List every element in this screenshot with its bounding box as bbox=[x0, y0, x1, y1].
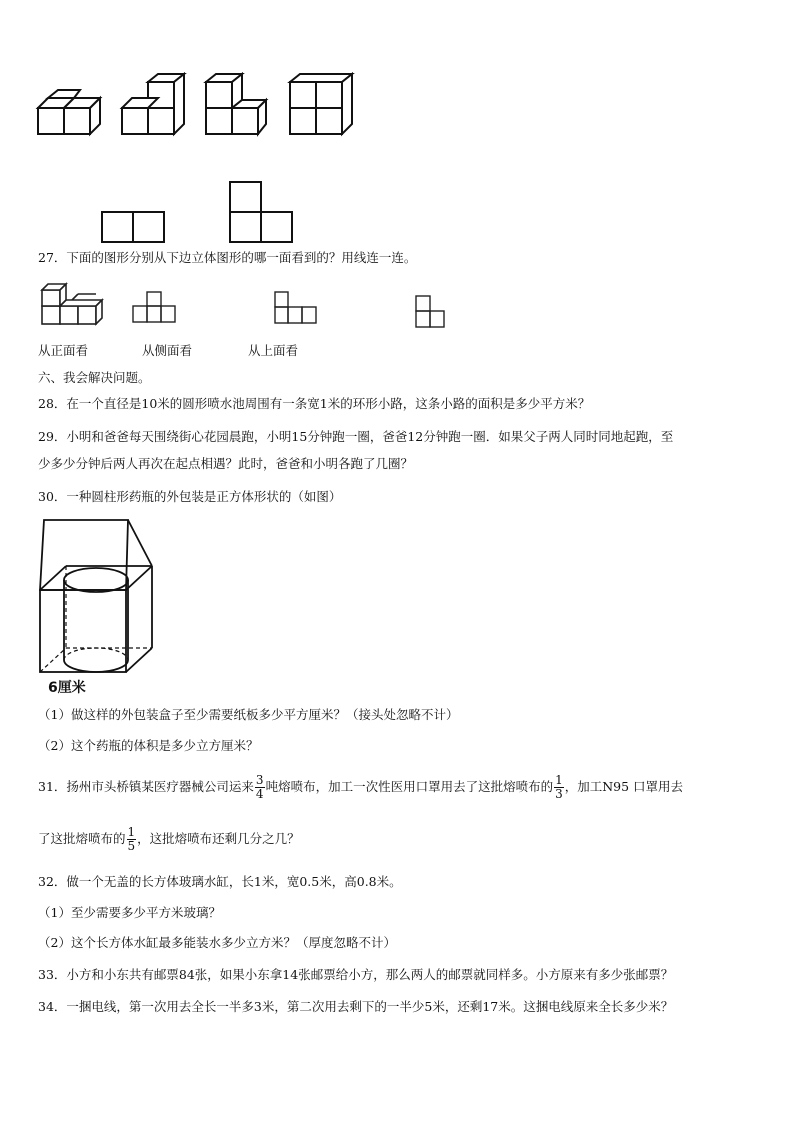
question-32: 32．做一个无盖的长方体玻璃水缸，长1米，宽0.5米，高0.8米。 bbox=[38, 874, 402, 889]
view-label-top: 从上面看 bbox=[248, 343, 299, 358]
view-label-front: 从正面看 bbox=[38, 343, 89, 358]
question-30: 30．一种圆柱形药瓶的外包装是正方体形状的（如图） bbox=[38, 489, 342, 504]
question-31-line-1: 31．扬州市头桥镇某医疗器械公司运来 $\frac{3}{4}$ 吨熔喷布，加工一次性医用口罩用去了这批熔喷布的 $\frac{1}{3}$ ，加工N95 口罩用去 bbox=[38, 773, 684, 801]
fraction-3-4: $\frac{3}{4}$ bbox=[255, 773, 264, 801]
view-label-side: 从侧面看 bbox=[142, 343, 193, 358]
section-title: 六、我会解决问题。 bbox=[38, 370, 151, 385]
question-29-line-2: 少多少分钟后两人再次在起点相遇？此时，爸爸和小明各跑了几圈？ bbox=[38, 456, 414, 471]
question-30-sub-2: （2）这个药瓶的体积是多少立方厘米？ bbox=[38, 738, 259, 753]
question-27: 27．下面的图形分别从下边立体图形的哪一面看到的？用线连一连。 bbox=[38, 250, 417, 265]
question-32-sub-1: （1）至少需要多少平方米玻璃？ bbox=[38, 905, 221, 920]
question-29-line-1: 29．小明和爸爸每天围绕街心花园晨跑，小明15分钟跑一圈，爸爸12分钟跑一圈．如果父子两人同时同地起跑，至 bbox=[38, 429, 674, 444]
question-31-line-2: 了这批熔喷布的 $\frac{1}{5}$ ，这批熔喷布还剩几分之几？ bbox=[38, 825, 300, 853]
question-32-sub-2: （2）这个长方体水缸最多能装水多少立方米？（厚度忽略不计） bbox=[38, 935, 396, 950]
figure-dimension-label: 6厘米 bbox=[48, 680, 86, 696]
fraction-1-5: $\frac{1}{5}$ bbox=[127, 825, 136, 853]
question-30-sub-1: （1）做这样的外包装盒子至少需要纸板多少平方厘米？（接头处忽略不计） bbox=[38, 707, 459, 722]
question-33: 33．小方和小东共有邮票84张，如果小东拿14张邮票给小方，那么两人的邮票就同样多。小方原来有多少张邮票？ bbox=[38, 967, 674, 982]
question-28: 28．在一个直径是10米的圆形喷水池周围有一条宽1米的环形小路，这条小路的面积是多少平方米？ bbox=[38, 396, 591, 411]
question-34: 34．一捆电线，第一次用去全长一半多3米，第二次用去剩下的一半少5米，还剩17米。这捆电线原来全长多少米？ bbox=[38, 999, 674, 1014]
fraction-1-3: $\frac{1}{3}$ bbox=[555, 773, 563, 801]
